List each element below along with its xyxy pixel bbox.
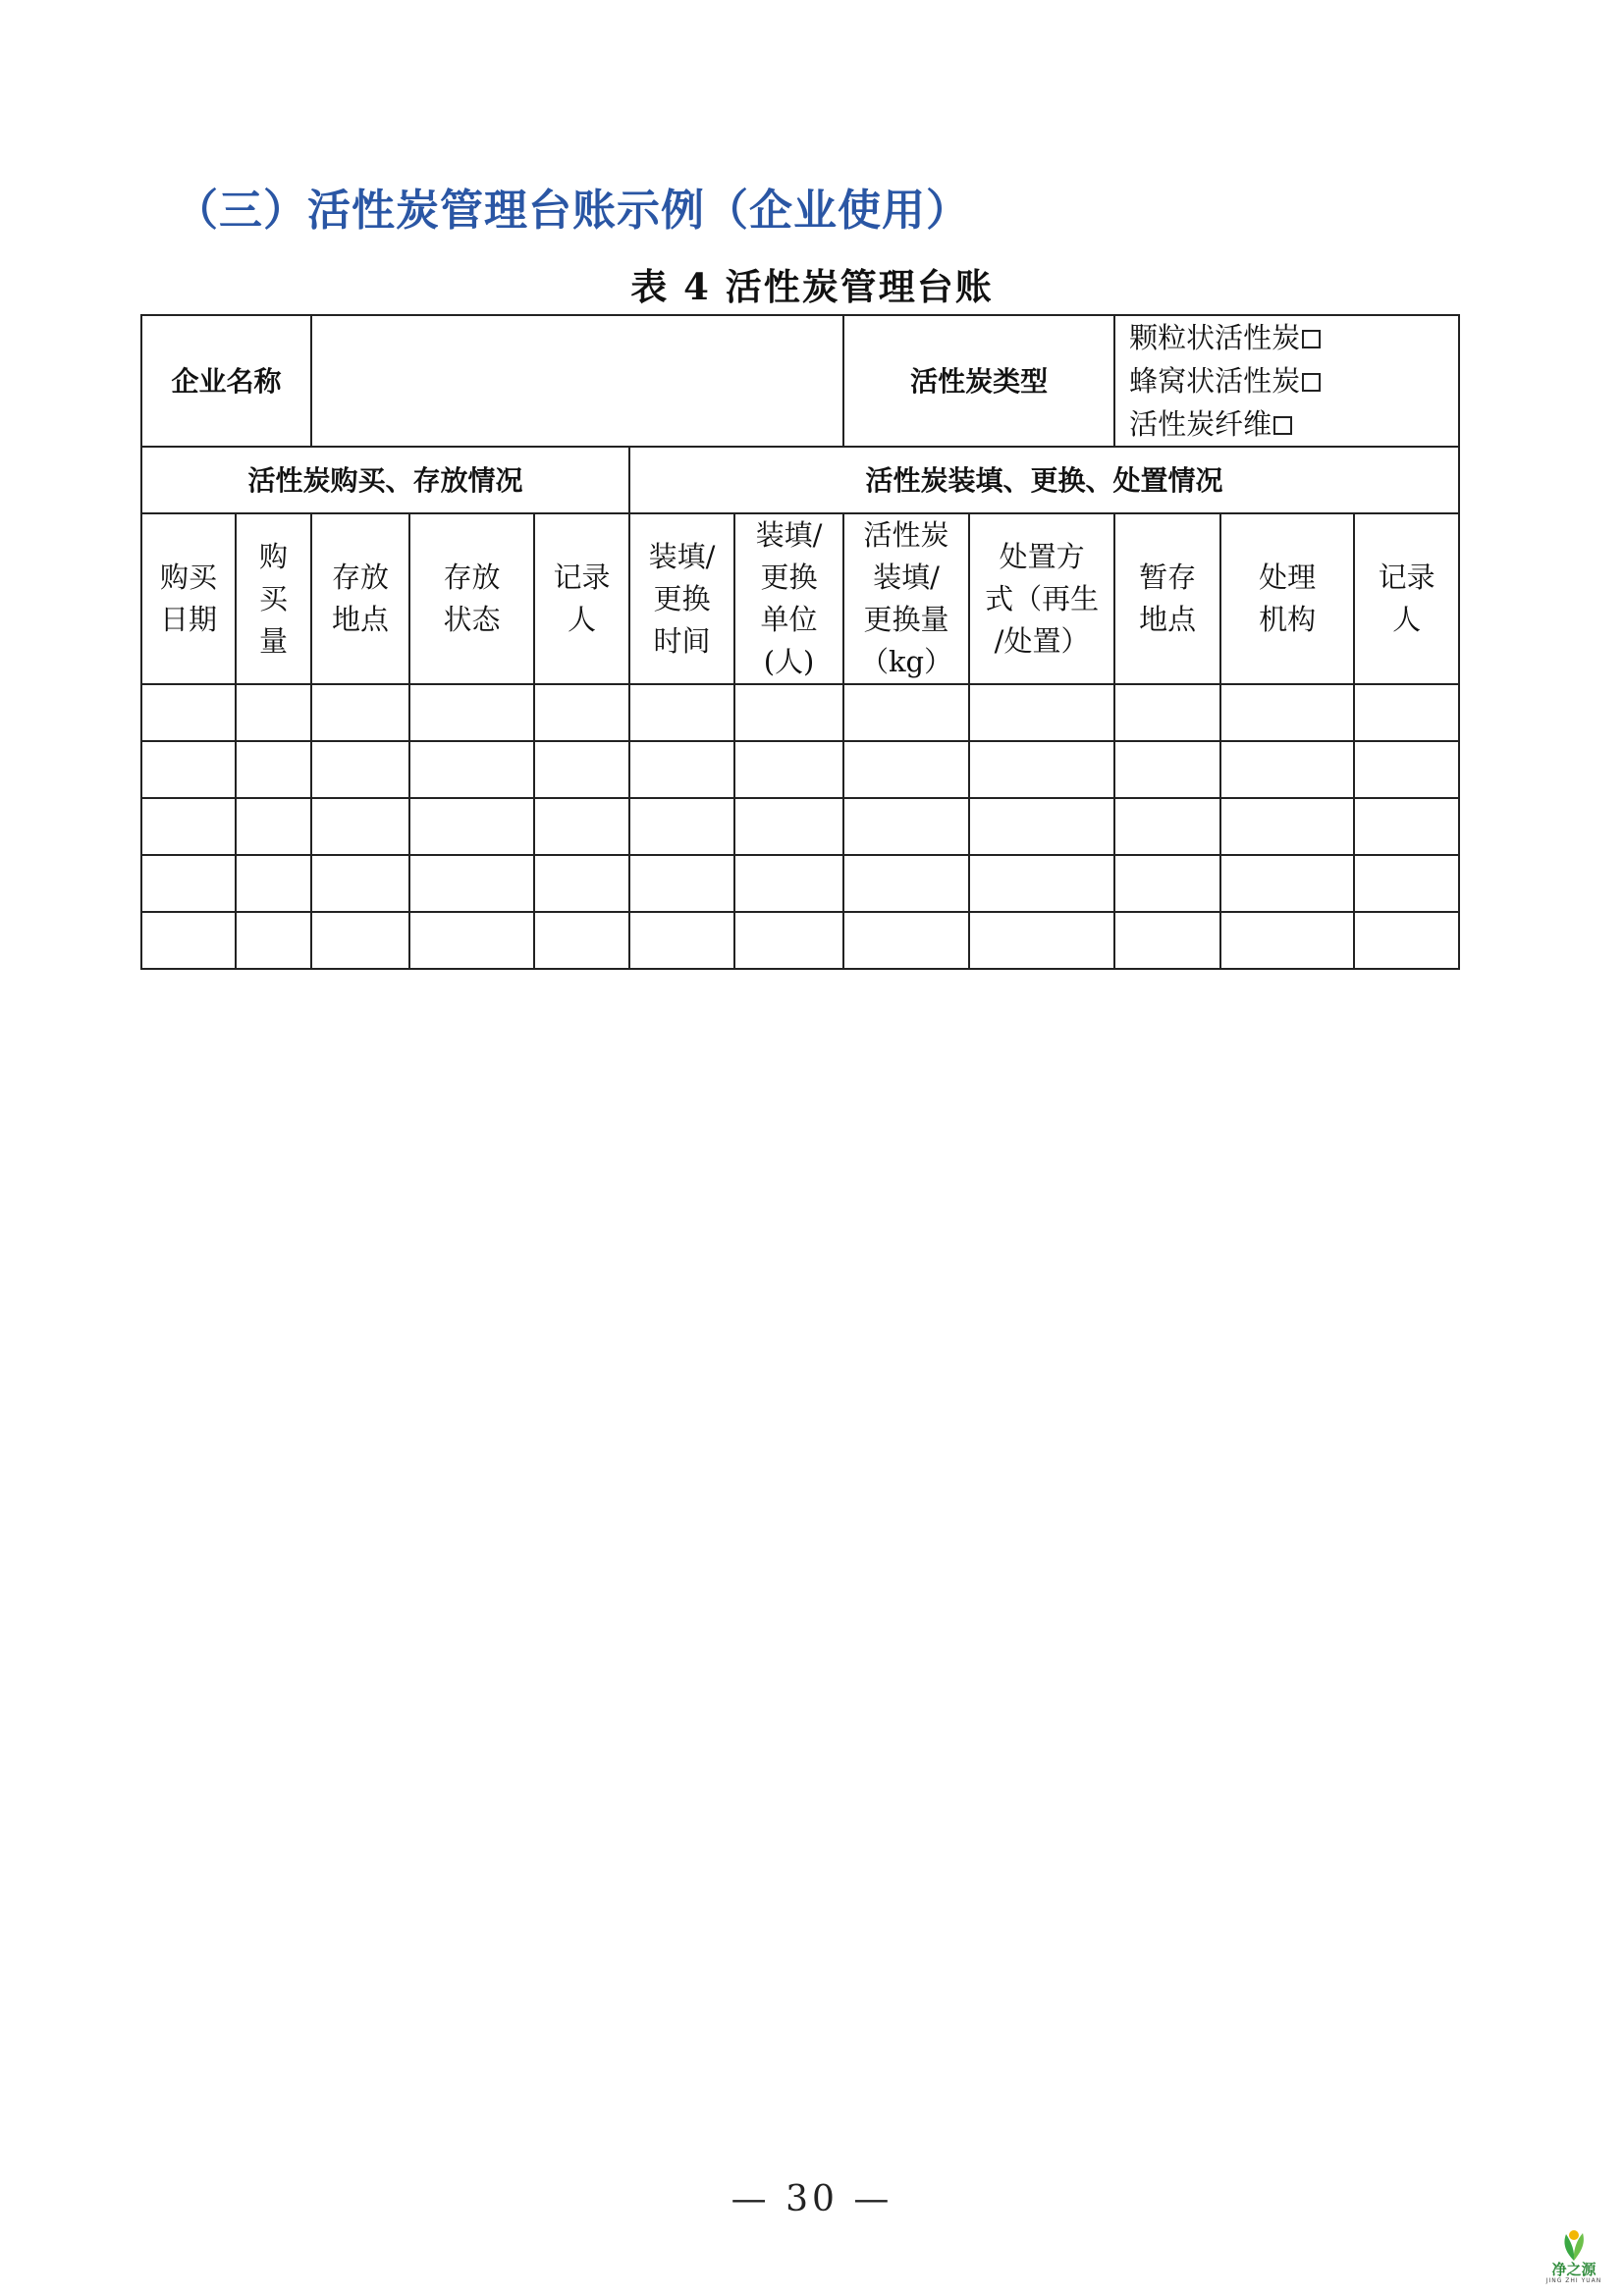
table-row: [141, 855, 1459, 912]
table-cell[interactable]: [734, 684, 843, 741]
col-fill-replace-unit: [734, 513, 843, 684]
table-cell[interactable]: [969, 912, 1114, 969]
section-heading: （三）活性炭管理台账示例（企业使用）: [175, 186, 970, 236]
table-cell[interactable]: [1354, 684, 1459, 741]
col-header-line: /处置）: [994, 623, 1090, 658]
table-cell[interactable]: [534, 684, 629, 741]
table-cell[interactable]: [1114, 912, 1220, 969]
table-row: [141, 798, 1459, 855]
table-cell[interactable]: [236, 684, 311, 741]
col-temporary-storage-location: [1114, 513, 1220, 684]
table-cell[interactable]: [1220, 912, 1354, 969]
table-cell[interactable]: [969, 741, 1114, 798]
table-cell[interactable]: [1114, 798, 1220, 855]
table-cell[interactable]: [1354, 912, 1459, 969]
col-header-line: 购买: [159, 561, 217, 594]
col-header-line: 更换: [760, 561, 818, 594]
col-header-line: 存放: [443, 561, 501, 594]
table-cell[interactable]: [1220, 684, 1354, 741]
table-cell[interactable]: [311, 855, 409, 912]
col-disposal-method: [969, 513, 1114, 684]
col-header-line: 记录: [553, 561, 611, 594]
carbon-type-option-fiber[interactable]: [1129, 402, 1458, 446]
table-cell[interactable]: [1220, 741, 1354, 798]
table-cell[interactable]: [534, 741, 629, 798]
checkbox-icon[interactable]: [1273, 416, 1292, 435]
enterprise-name-cell[interactable]: [311, 315, 843, 447]
table-cell[interactable]: [1114, 855, 1220, 912]
table-cell[interactable]: [1354, 855, 1459, 912]
col-header-line: 活性炭: [863, 518, 949, 552]
col-header-line: 暂存: [1139, 561, 1197, 594]
col-header-line: 时间: [653, 623, 711, 658]
table-cell[interactable]: [843, 912, 969, 969]
col-header-line: 买: [259, 581, 289, 615]
col-header-line: 装填/: [755, 518, 823, 552]
col-recorder-disposal: [1354, 513, 1459, 684]
col-header-line: 量: [259, 623, 289, 658]
table-cell[interactable]: [969, 798, 1114, 855]
group-header-row: [141, 447, 1459, 513]
table-cell[interactable]: [1114, 684, 1220, 741]
table-cell[interactable]: [141, 684, 236, 741]
col-header-line: 日期: [159, 603, 217, 636]
table-cell[interactable]: [141, 855, 236, 912]
col-fill-replace-amount: [843, 513, 969, 684]
table-cell[interactable]: [1354, 741, 1459, 798]
col-header-line: 装填/: [648, 539, 716, 573]
table-cell[interactable]: [409, 798, 534, 855]
table-cell[interactable]: [1114, 741, 1220, 798]
carbon-type-option-label: 蜂窝状活性炭: [1129, 364, 1301, 398]
table-cell[interactable]: [969, 684, 1114, 741]
table-caption: 表 4 活性炭管理台账: [630, 265, 994, 308]
table-cell[interactable]: [629, 741, 734, 798]
table-cell[interactable]: [236, 912, 311, 969]
table-cell[interactable]: [843, 798, 969, 855]
table-cell[interactable]: [236, 855, 311, 912]
table-cell[interactable]: [843, 741, 969, 798]
logo-name: 净之源: [1551, 2261, 1597, 2278]
group-header-fill-replace: 活性炭装填、更换、处置情况: [629, 447, 1459, 513]
activated-carbon-ledger-table: [140, 314, 1460, 970]
checkbox-icon[interactable]: [1302, 330, 1321, 348]
col-header-line: 购: [259, 539, 289, 573]
col-header-line: 处置方: [999, 539, 1085, 573]
col-purchase-quantity: [236, 513, 311, 684]
carbon-type-option-label: 颗粒状活性炭: [1129, 321, 1301, 354]
table-cell[interactable]: [734, 741, 843, 798]
col-header-line: 地点: [332, 603, 390, 636]
table-row: [141, 741, 1459, 798]
table-cell[interactable]: [236, 741, 311, 798]
col-header-line: （kg）: [859, 645, 953, 678]
col-header-line: 处理: [1259, 561, 1317, 594]
table-cell[interactable]: [311, 684, 409, 741]
logo-subtitle: JING ZHI YUAN: [1545, 2277, 1602, 2284]
col-header-line: 装填/: [873, 561, 940, 594]
table-cell[interactable]: [311, 741, 409, 798]
table-cell[interactable]: [629, 684, 734, 741]
carbon-type-label: 活性炭类型: [843, 315, 1114, 447]
table-cell[interactable]: [843, 855, 969, 912]
col-header-line: 人: [1392, 603, 1422, 636]
checkbox-icon[interactable]: [1302, 373, 1321, 392]
col-header-line: 地点: [1139, 603, 1197, 636]
table-cell[interactable]: [629, 798, 734, 855]
column-header-row: [141, 513, 1459, 684]
table-cell[interactable]: [734, 798, 843, 855]
table-cell[interactable]: [629, 855, 734, 912]
table-cell[interactable]: [311, 798, 409, 855]
col-header-line: 人: [568, 603, 597, 636]
group-header-purchase: 活性炭购买、存放情况: [141, 447, 629, 513]
table-cell[interactable]: [236, 798, 311, 855]
table-cell[interactable]: [734, 855, 843, 912]
table-cell[interactable]: [141, 798, 236, 855]
table-cell[interactable]: [534, 912, 629, 969]
table-cell[interactable]: [409, 741, 534, 798]
ledger-entry-rows: [141, 684, 1459, 969]
col-treatment-agency: [1220, 513, 1354, 684]
col-header-line: 记录: [1378, 561, 1435, 594]
leaf-logo-icon: [1557, 2228, 1591, 2262]
col-header-line: 更换量: [863, 603, 949, 636]
col-recorder-purchase: [534, 513, 629, 684]
carbon-type-option-granular[interactable]: [1129, 316, 1458, 359]
table-cell[interactable]: [409, 912, 534, 969]
table-cell[interactable]: [1220, 798, 1354, 855]
col-storage-status: [409, 513, 534, 684]
col-purchase-date: [141, 513, 236, 684]
col-header-line: 状态: [443, 603, 501, 636]
table-cell[interactable]: [1220, 855, 1354, 912]
brand-logo: [1540, 2228, 1608, 2289]
col-header-line: 更换: [653, 581, 711, 615]
table-cell[interactable]: [141, 741, 236, 798]
col-header-line: 机构: [1259, 603, 1317, 636]
col-storage-location: [311, 513, 409, 684]
table-cell[interactable]: [311, 912, 409, 969]
col-header-line: 存放: [332, 561, 390, 594]
table-row: [141, 912, 1459, 969]
carbon-type-options: [1114, 315, 1459, 447]
enterprise-row: [141, 315, 1459, 447]
carbon-type-option-label: 活性炭纤维: [1129, 407, 1272, 441]
table-cell[interactable]: [843, 684, 969, 741]
table-cell[interactable]: [534, 855, 629, 912]
col-header-line: 式（再生: [985, 581, 1100, 615]
enterprise-name-label: 企业名称: [141, 315, 311, 447]
table-row: [141, 684, 1459, 741]
table-cell[interactable]: [1354, 798, 1459, 855]
col-header-line: (人): [763, 645, 815, 678]
table-cell[interactable]: [141, 912, 236, 969]
table-cell[interactable]: [409, 684, 534, 741]
col-fill-replace-time: [629, 513, 734, 684]
table-cell[interactable]: [969, 855, 1114, 912]
table-cell[interactable]: [629, 912, 734, 969]
table-cell[interactable]: [409, 855, 534, 912]
table-cell[interactable]: [534, 798, 629, 855]
table-cell[interactable]: [734, 912, 843, 969]
carbon-type-option-honeycomb[interactable]: [1129, 359, 1458, 402]
page-number: — 30 —: [731, 2179, 893, 2219]
col-header-line: 单位: [760, 603, 818, 636]
